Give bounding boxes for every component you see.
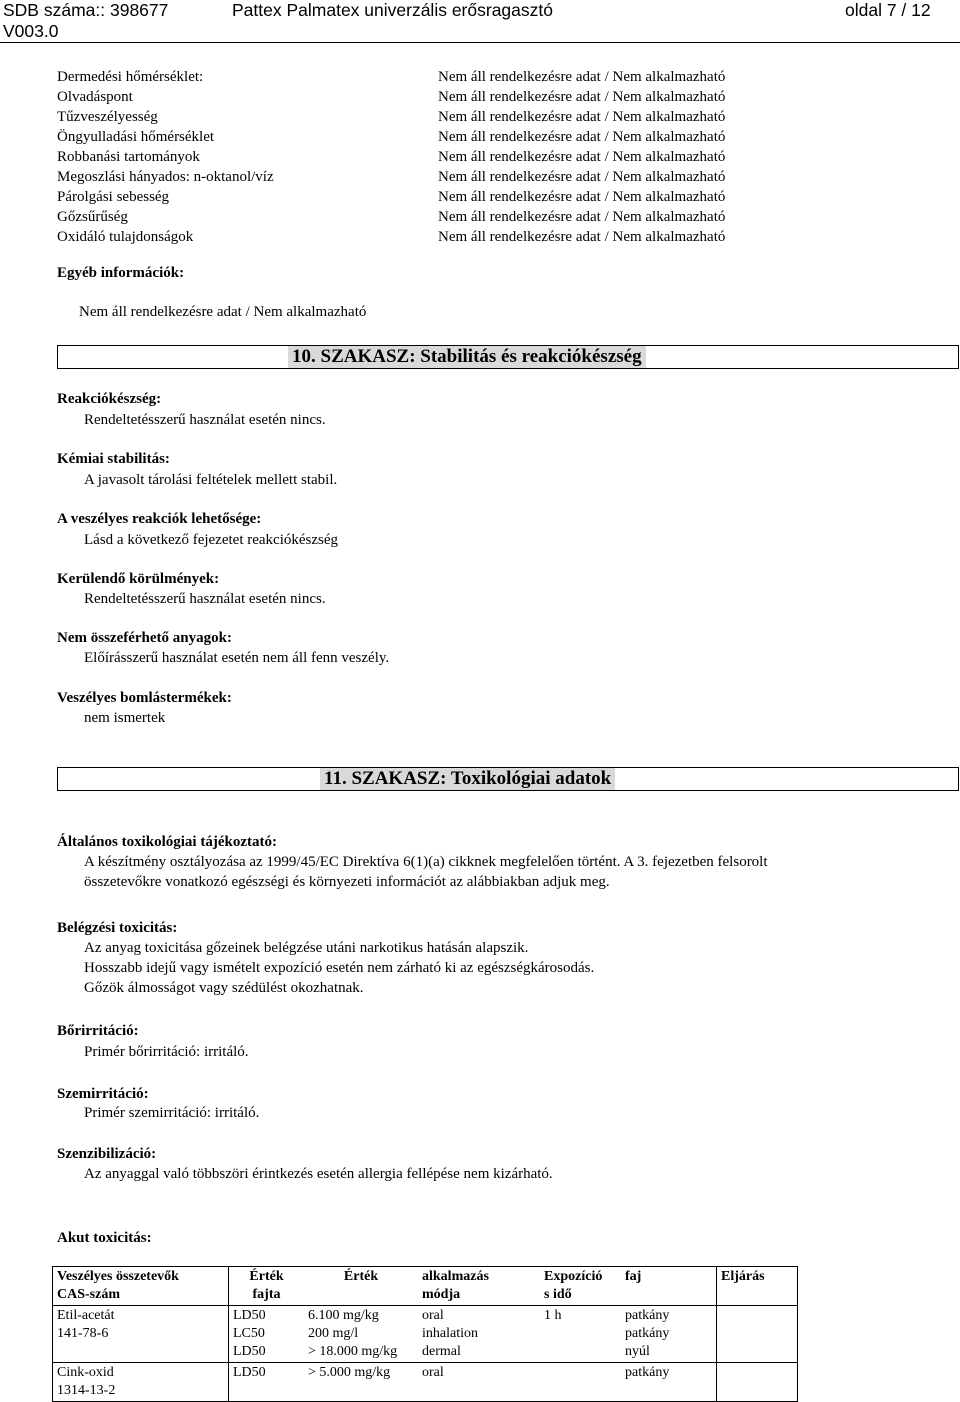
property-label: Oxidáló tulajdonságok [57, 229, 194, 245]
sensitization-heading: Szenzibilizáció: [57, 1146, 157, 1162]
section10-bar [57, 345, 959, 369]
method-cell [717, 1363, 798, 1402]
decomposition-products-text: nem ismertek [84, 710, 166, 726]
header-divider [0, 42, 960, 43]
property-value: Nem áll rendelkezésre adat / Nem alkalmazható [438, 209, 726, 225]
property-label: Robbanási tartományok [57, 149, 200, 165]
section11-bar [57, 767, 959, 791]
chemical-stability-heading: Kémiai stabilitás: [57, 451, 170, 467]
eye-irritation-heading: Szemirritáció: [57, 1086, 149, 1102]
column-header: Veszélyes összetevők CAS-szám [53, 1267, 229, 1306]
property-value: Nem áll rendelkezésre adat / Nem alkalmazható [438, 189, 726, 205]
hazardous-reactions-text: Lásd a következő fejezetet reakciókészség [84, 532, 339, 548]
general-tox-heading: Általános toxikológiai tájékoztató: [57, 834, 277, 850]
property-values [438, 67, 725, 247]
general-tox-line1: A készítmény osztályozása az 1999/45/EC Direktíva 6(1)(a) cikknek megfelelően történt. A 3. fejezetben felsorolt [84, 854, 768, 870]
species-cell: patkány patkány nyúl [621, 1306, 717, 1363]
value-cell: > 5.000 mg/kg [304, 1363, 418, 1402]
table-row [53, 1363, 798, 1402]
property-value: Nem áll rendelkezésre adat / Nem alkalmazható [438, 109, 726, 125]
section10-title: 10. SZAKASZ: Stabilitás és reakciókészség [288, 346, 646, 368]
property-value: Nem áll rendelkezésre adat / Nem alkalmazható [438, 129, 726, 145]
property-label: Tűzveszélyesség [57, 109, 158, 125]
acute-toxicity-table [52, 1266, 798, 1402]
skin-irritation-text: Primér bőrirritáció: irritáló. [84, 1044, 249, 1060]
property-label: Gőzsűrűség [57, 209, 128, 225]
other-info-heading: Egyéb információk: [57, 265, 185, 281]
property-label: Öngyulladási hőmérséklet [57, 129, 215, 145]
eye-irritation-text: Primér szemirritáció: irritáló. [84, 1105, 260, 1121]
property-label: Párolgási sebesség [57, 189, 170, 205]
general-tox-line2: összetevőkre vonatkozó egészségi és környezeti információt az alábbiakban adjuk meg. [84, 874, 610, 890]
property-label: Dermedési hőmérséklet: [57, 69, 204, 85]
conditions-to-avoid-heading: Kerülendő körülmények: [57, 571, 220, 587]
column-header: Expozíció s idő [544, 1269, 603, 1302]
version: V003.0 [3, 21, 59, 41]
property-label: Megoszlási hányados: n-oktanol/víz [57, 169, 274, 185]
property-label: Olvadáspont [57, 89, 133, 105]
other-info-text: Nem áll rendelkezésre adat / Nem alkalmazható [79, 304, 367, 320]
skin-irritation-heading: Bőrirritáció: [57, 1023, 139, 1039]
substance-cell: Etil-acetát 141-78-6 [53, 1306, 229, 1363]
sdb-number: SDB száma:: 398677 [3, 0, 169, 20]
inhalation-heading: Belégzési toxicitás: [57, 920, 178, 936]
inhalation-line2: Hosszabb idejű vagy ismételt expozíció esetén nem zárható ki az egészségkárosodás. [84, 960, 595, 976]
property-value: Nem áll rendelkezésre adat / Nem alkalmazható [438, 149, 726, 165]
column-header: alkalmazás módja [422, 1269, 489, 1302]
method-cell [717, 1306, 798, 1363]
decomposition-products-heading: Veszélyes bomlástermékek: [57, 690, 232, 706]
chemical-stability-text: A javasolt tárolási feltételek mellett stabil. [84, 472, 338, 488]
value-type-cell: LD50 LC50 LD50 [229, 1306, 305, 1363]
incompatible-materials-heading: Nem összeférhető anyagok: [57, 630, 232, 646]
sensitization-text: Az anyaggal való többszöri érintkezés esetén allergia fellépése nem kizárható. [84, 1166, 553, 1182]
reactivity-heading: Reakciókészség: [57, 391, 162, 407]
property-value: Nem áll rendelkezésre adat / Nem alkalmazható [438, 69, 726, 85]
exposure-cell: 1 h [540, 1306, 621, 1363]
property-value: Nem áll rendelkezésre adat / Nem alkalmazható [438, 89, 726, 105]
conditions-to-avoid-text: Rendeltetésszerű használat esetén nincs. [84, 591, 326, 607]
page-number: oldal 7 / 12 [845, 0, 931, 20]
table-row [53, 1306, 798, 1363]
inhalation-line1: Az anyag toxicitása gőzeinek belégzése utáni narkotikus hatásán alapszik. [84, 940, 529, 956]
column-header: Eljárás [721, 1269, 765, 1284]
inhalation-line3: Gőzök álmosságot vagy szédülést okozhatnak. [84, 980, 364, 996]
product-name: Pattex Palmatex univerzális erősragasztó [232, 0, 553, 20]
exposure-cell [540, 1363, 621, 1402]
value-cell: 6.100 mg/kg 200 mg/l > 18.000 mg/kg [304, 1306, 418, 1363]
hazardous-reactions-heading: A veszélyes reakciók lehetősége: [57, 511, 262, 527]
table-header-row [53, 1267, 798, 1306]
property-value: Nem áll rendelkezésre adat / Nem alkalmazható [438, 229, 726, 245]
route-cell: oral inhalation dermal [418, 1306, 540, 1363]
section11-title: 11. SZAKASZ: Toxikológiai adatok [320, 768, 615, 790]
value-type-cell: LD50 [229, 1363, 305, 1402]
column-header: Érték fajta [249, 1269, 284, 1302]
reactivity-text: Rendeltetésszerű használat esetén nincs. [84, 412, 326, 428]
substance-cell: Cink-oxid 1314-13-2 [53, 1363, 229, 1402]
column-header: Érték [343, 1269, 379, 1284]
property-value: Nem áll rendelkezésre adat / Nem alkalmazható [438, 169, 726, 185]
species-cell: patkány [621, 1363, 717, 1402]
route-cell: oral [418, 1363, 540, 1402]
property-labels [57, 67, 274, 247]
incompatible-materials-text: Előírásszerű használat esetén nem áll fenn veszély. [84, 650, 390, 666]
column-header: faj [621, 1267, 717, 1306]
acute-toxicity-heading: Akut toxicitás: [57, 1230, 152, 1246]
